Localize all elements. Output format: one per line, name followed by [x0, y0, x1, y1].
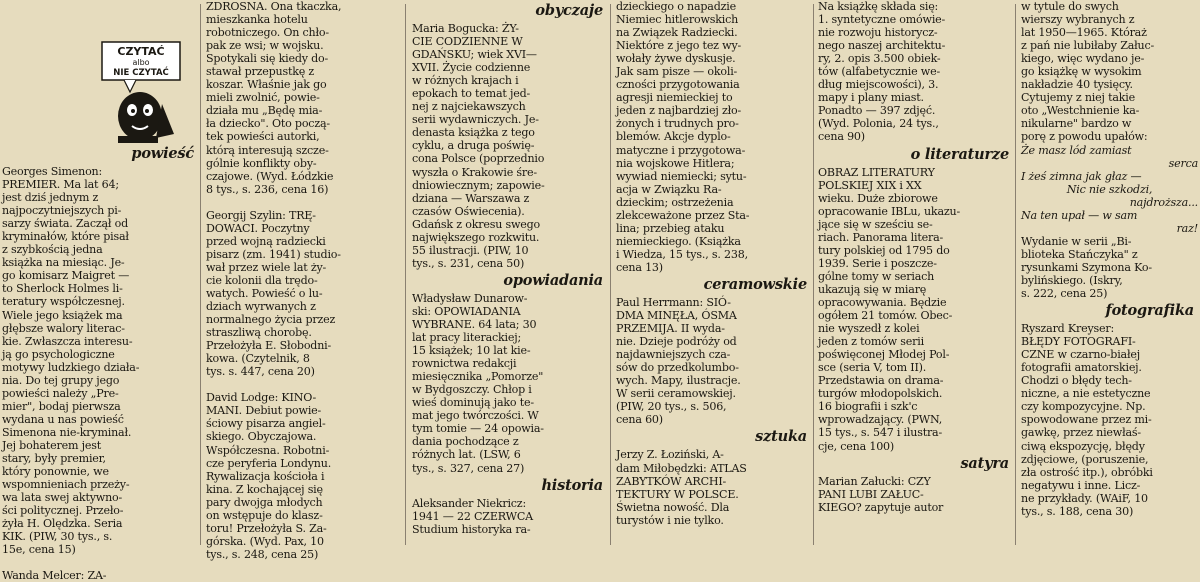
text-line: z szybkością jedna: [2, 243, 103, 257]
text-line: zlekceważone przez Sta-: [616, 208, 750, 222]
text-line: turgów młodopolskich.: [818, 387, 943, 401]
text-line: lina; przebieg ataku: [616, 221, 725, 235]
text-line: Nic nie szkodzi,: [1066, 182, 1153, 196]
text-line: miesięcznika „Pomorze": [412, 370, 544, 384]
text-line: cena 60): [616, 413, 663, 427]
text-line: wa lata swej aktywno-: [2, 491, 123, 505]
text-line: DOWACI. Poczytny: [206, 221, 310, 235]
text-line: jące się w sześciu se-: [818, 217, 933, 231]
spacer: [2, 130, 198, 143]
text-line: wieś dominują jako te-: [412, 396, 534, 410]
text-line: ści politycznej. Przeło-: [2, 504, 124, 518]
text-line: Simenona nie-kryminał.: [2, 425, 132, 439]
column-4: [616, 0, 811, 549]
text-line: czasów Oświecenia).: [412, 204, 525, 218]
spacer: [206, 378, 402, 391]
spacer: [2, 65, 198, 78]
text-line: książka na miesiąc. Je-: [2, 256, 125, 270]
text-line: najdawniejszych cza-: [616, 348, 731, 362]
text-line: niemieckiego. (Książka: [616, 234, 741, 248]
section-heading: opowiadania: [503, 271, 603, 289]
text-line: nakładzie 40 tysięcy.: [1021, 78, 1133, 92]
text-line: stary, były premier,: [2, 452, 106, 466]
text-line: Niemiec hitlerowskich: [616, 13, 739, 27]
text-line: mat jego twórczości. W: [412, 409, 539, 423]
text-line: Spotykali się kiedy do-: [206, 52, 329, 66]
text-line: cena 13): [616, 260, 663, 274]
text-line: dzieckim; ostrzeżenia: [616, 195, 734, 209]
text-line: ściowy pisarza angiel-: [206, 417, 326, 431]
text-line: nego naszej architektu-: [818, 39, 946, 53]
text-line: Studium historyka ra-: [412, 522, 531, 536]
text-line: tury polskiej od 1795 do: [818, 243, 950, 257]
text-line: s. 222, cena 25): [1021, 287, 1108, 301]
text-line: pak ze wsi; w wojsku.: [206, 39, 324, 53]
text-line: gawkę, przez niewłaś-: [1021, 426, 1141, 440]
text-line: porę z powodu upałów:: [1021, 130, 1148, 144]
text-line: który ponownie, we: [2, 465, 109, 479]
column-divider: [200, 4, 201, 545]
spacer: [2, 13, 198, 26]
text-line: toru! Przełożyła S. Za-: [206, 521, 327, 535]
text-line: go książkę w wysokim: [1021, 65, 1142, 79]
text-line: ne przykłady. (WAiF, 10: [1021, 491, 1148, 505]
text-line: Władysław Dunarow-: [412, 291, 528, 305]
text-line: KIK. (PIW, 30 tys., s.: [2, 530, 113, 544]
text-line: czy kompozycyjne. Np.: [1021, 400, 1146, 414]
text-line: cyklu, a druga poświę-: [412, 139, 535, 153]
text-line: najpoczytniejszych pi-: [2, 204, 122, 218]
text-line: MANI. Debiut powie-: [206, 404, 322, 418]
spacer: [2, 117, 198, 130]
text-line: zła ostrość itp.), obróbki: [1021, 465, 1153, 479]
section-heading: o literaturze: [910, 145, 1009, 163]
text-line: sce (seria V, tom II).: [818, 361, 927, 375]
text-line: mapy i plany miast.: [818, 91, 924, 105]
text-line: niczne, a nie estetyczne: [1021, 387, 1151, 401]
text-line: Na książkę składa się:: [818, 0, 939, 13]
column-divider: [405, 4, 406, 545]
text-line: Aleksander Niekricz:: [412, 496, 526, 510]
section-heading: historia: [541, 476, 603, 494]
spacer: [206, 196, 402, 209]
text-line: Wiele jego książek ma: [2, 308, 123, 322]
text-line: wierszy wybranych z: [1021, 13, 1135, 27]
text-line: CIE CODZIENNE W: [412, 35, 523, 49]
text-line: 55 ilustracji. (PIW, 10: [412, 243, 529, 257]
text-line: agresji niemieckiej to: [616, 91, 733, 105]
text-line: XVII. Życie codzienne: [412, 61, 531, 75]
section-heading: obyczaje: [535, 2, 603, 19]
text-line: robotniczego. On chło-: [206, 26, 329, 40]
text-line: kie. Zwłaszcza interesu-: [2, 334, 133, 348]
text-line: teratury współczesnej.: [2, 295, 125, 309]
text-line: wydana u nas powieść: [2, 412, 124, 426]
text-line: ją go psychologiczne: [2, 347, 115, 361]
column-divider: [1015, 4, 1016, 545]
text-line: ciwą ekspozycję, błędy: [1021, 439, 1145, 453]
text-line: tys., s. 327, cena 27): [412, 461, 525, 475]
text-line: bylińskiego. (Iskry,: [1021, 273, 1123, 287]
spacer: [2, 0, 198, 13]
text-line: acja w Związku Ra-: [616, 182, 722, 196]
text-line: tys. s. 447, cena 20): [206, 365, 315, 379]
text-line: nie. Dzieje podróży od: [616, 335, 737, 349]
logo-line-3: NIE CZYTAĆ: [113, 68, 169, 78]
text-line: ukazują się w miarę: [818, 282, 927, 296]
text-line: W serii ceramowskiej.: [616, 387, 736, 401]
text-line: gólne tomy w seriach: [818, 269, 935, 283]
text-line: serii wydawniczych. Je-: [412, 113, 539, 127]
text-line: PRZEMIJA. II wyda-: [616, 322, 725, 336]
section-heading: sztuka: [755, 428, 807, 446]
text-line: mieszkanka hotelu: [206, 13, 308, 27]
text-line: CZNE w czarno-białej: [1021, 348, 1140, 362]
text-line: cena 90): [818, 130, 865, 144]
text-line: nikularne" bardzo w: [1021, 117, 1132, 131]
text-line: pisarz (zm. 1941) studio-: [206, 247, 341, 261]
text-line: 16 biografii i szk'c: [818, 400, 918, 414]
spacer: [2, 78, 198, 91]
text-line: działa mu „Będę mia-: [206, 104, 323, 118]
text-line: Wanda Melcer: ZA-: [2, 569, 107, 582]
text-line: różnych lat. (LSW, 6: [412, 448, 521, 462]
section-heading: satyra: [960, 454, 1009, 472]
text-line: turystów i nie tylko.: [616, 513, 724, 527]
spacer: [2, 556, 198, 569]
text-line: KIEGO? zapytuje autor: [818, 500, 944, 514]
text-line: przed wojną radziecki: [206, 234, 326, 248]
text-line: go komisarz Maigret —: [2, 269, 130, 283]
text-line: oto „Westchnienie ka-: [1021, 104, 1140, 118]
text-line: Wydanie w serii „Bi-: [1021, 234, 1132, 248]
text-line: Cytujemy z niej takie: [1021, 91, 1135, 105]
text-line: ła dziecko". Oto począ-: [206, 117, 330, 131]
text-line: Niektóre z jego tez wy-: [616, 39, 742, 53]
text-line: nej z najciekawszych: [412, 100, 526, 114]
text-line: serca: [1168, 156, 1198, 170]
text-line: 1941 — 22 CZERWCA: [412, 509, 533, 523]
text-line: epokach to temat jed-: [412, 87, 531, 101]
text-line: 1939. Serie i poszcze-: [818, 256, 937, 270]
text-line: wych. Mapy, ilustracje.: [616, 374, 741, 388]
text-line: 8 tys., s. 236, cena 16): [206, 182, 329, 196]
text-line: lat 1950—1965. Któraż: [1021, 26, 1147, 40]
text-line: 15 książek; 10 lat kie-: [412, 344, 531, 358]
text-line: normalnego życia przez: [206, 313, 336, 327]
text-line: czności przygotowania: [616, 78, 740, 92]
text-line: powieści należy „Pre-: [2, 386, 119, 400]
text-line: GDAŃSKU; wiek XVI—: [412, 48, 537, 62]
text-line: Jak sam pisze — okoli-: [616, 65, 738, 79]
text-line: kiego, więc wydano je-: [1021, 52, 1145, 66]
text-line: cze peryferia Londynu.: [206, 456, 332, 470]
text-line: i Wiedza, 15 tys., s. 238,: [616, 247, 748, 261]
text-line: Marian Załucki: CZY: [818, 474, 931, 488]
text-line: zdjęciowe, (poruszenie,: [1021, 452, 1149, 466]
section-heading: fotografika: [1105, 302, 1194, 320]
text-line: 1. syntetyczne omówie-: [818, 13, 946, 27]
text-line: Georgij Szylin: TRĘ-: [206, 208, 316, 222]
spacer: [2, 39, 198, 52]
text-line: rysunkami Szymona Ko-: [1021, 260, 1152, 274]
spacer: [2, 91, 198, 104]
text-line: matyczne i przygotowa-: [616, 143, 746, 157]
text-line: motywy ludzkiego działa-: [2, 360, 140, 374]
text-line: TEKTURY W POLSCE.: [616, 487, 739, 501]
text-line: tys., s. 248, cena 25): [206, 547, 319, 561]
text-line: denasta książka z tego: [412, 126, 535, 140]
text-line: kryminałów, które pisał: [2, 230, 129, 244]
text-line: blioteka Stańczyka" z: [1021, 247, 1138, 261]
section-heading: ceramowskie: [703, 275, 807, 293]
text-line: Współczesna. Robotni-: [206, 443, 330, 457]
text-line: ski: OPOWIADANIA: [412, 304, 521, 318]
text-line: raz!: [1176, 221, 1198, 235]
text-line: tek powieści autorki,: [206, 130, 320, 144]
text-line: Ponadto — 397 zdjęć.: [818, 104, 936, 118]
text-line: Gdańsk z okresu swego: [412, 217, 541, 231]
section-heading: powieść: [131, 145, 194, 162]
text-line: dziana — Warszawa z: [412, 191, 530, 205]
text-line: fotografii amatorskiej.: [1021, 361, 1142, 375]
spacer: [2, 52, 198, 65]
text-line: tys., s. 188, cena 30): [1021, 504, 1134, 518]
text-line: największego rozkwitu.: [412, 230, 540, 244]
column-5: [818, 0, 1013, 549]
text-line: straszliwą chorobę.: [206, 326, 312, 340]
text-line: koszar. Właśnie jak go: [206, 78, 327, 92]
text-line: kowa. (Czytelnik, 8: [206, 352, 310, 366]
text-line: ZABYTKÓW ARCHI-: [616, 474, 727, 488]
text-line: kina. Z kochającej się: [206, 482, 323, 496]
text-line: OBRAZ LITERATURY: [818, 165, 935, 179]
text-line: tym tomie — 24 opowia-: [412, 422, 544, 436]
text-line: lat pracy literackiej;: [412, 331, 522, 345]
text-line: Przełożyła E. Słobodni-: [206, 339, 332, 353]
text-line: wprowadzający. (PWN,: [818, 413, 943, 427]
text-line: PREMIER. Ma lat 64;: [2, 178, 119, 192]
text-line: ogółem 21 tomów. Obec-: [818, 309, 953, 323]
spacer: [2, 104, 198, 117]
text-line: ry, 2. opis 3.500 obiek-: [818, 52, 941, 66]
text-line: Ryszard Kreyser:: [1021, 322, 1115, 336]
text-line: (PIW, 20 tys., s. 506,: [616, 400, 727, 414]
text-line: PANI LUBI ZAŁUC-: [818, 487, 924, 501]
text-line: Jej bohaterem jest: [2, 438, 102, 452]
column-6: [1021, 0, 1198, 549]
text-line: wspomnieniach przeży-: [2, 478, 130, 492]
column-1: [2, 0, 198, 582]
text-line: rownictwa redakcji: [412, 357, 517, 371]
text-line: ZDROSNA. Ona tkaczka,: [206, 0, 342, 13]
text-line: spowodowane przez mi-: [1021, 413, 1152, 427]
text-line: wieku. Duże zbiorowe: [818, 191, 938, 205]
text-line: POLSKIEJ XIX i XX: [818, 178, 922, 192]
text-line: gólnie konflikty oby-: [206, 156, 317, 170]
text-line: Maria Bogucka: ŻY-: [412, 22, 519, 35]
text-line: tys., s. 231, cena 50): [412, 256, 525, 270]
text-line: dniowiecznym; zapowie-: [412, 178, 545, 192]
text-line: wał przez wiele lat ży-: [206, 260, 327, 274]
column-divider: [813, 4, 814, 545]
text-line: czajowe. (Wyd. Łódzkie: [206, 169, 334, 183]
text-line: opracowywania. Będzie: [818, 295, 947, 309]
text-line: David Lodge: KINO-: [206, 391, 317, 405]
text-line: pary dwojga młodych: [206, 495, 323, 509]
text-line: w Bydgoszczy. Chłop i: [412, 383, 532, 397]
text-line: dziach wyrwanych z: [206, 300, 316, 314]
logo-line-1: CZYTAĆ: [117, 45, 165, 58]
text-line: z pań nie lubiłaby Załuc-: [1021, 39, 1155, 53]
text-line: w tytule do swych: [1021, 0, 1119, 13]
text-line: cona Polsce (poprzednio: [412, 152, 545, 166]
text-line: Georges Simenon:: [2, 165, 103, 178]
text-line: I żeś zimna jak głaz —: [1021, 169, 1142, 183]
text-line: stawał przepustkę z: [206, 65, 315, 79]
text-line: Rywalizacja kościoła i: [206, 469, 325, 483]
text-line: negatywu i inne. Licz-: [1021, 478, 1141, 492]
text-line: tów (alfabetycznie we-: [818, 65, 941, 79]
spacer: [2, 26, 198, 39]
text-line: nia. Do tej grupy jego: [2, 373, 120, 387]
text-line: żyła H. Olędzka. Seria: [2, 517, 123, 531]
text-line: DMA MINĘŁA, ÓSMA: [616, 309, 737, 323]
column-3: [412, 0, 607, 549]
text-line: mier", bodaj pierwsza: [2, 399, 121, 413]
text-line: dług miejscowości), 3.: [818, 78, 939, 92]
text-line: dania pochodzące z: [412, 435, 519, 449]
text-line: jest dziś jednym z: [2, 191, 99, 205]
text-line: opracowanie IBLu, ukazu-: [818, 204, 961, 218]
text-line: Paul Herrmann: SIÓ-: [616, 295, 731, 309]
text-line: na Związek Radziecki.: [616, 26, 738, 40]
text-line: jeden z najbardziej zło-: [616, 104, 742, 118]
text-line: jeden z tomów serii: [818, 335, 924, 349]
text-line: wywiad niemiecki; sytu-: [616, 169, 747, 183]
text-line: (Wyd. Polonia, 24 tys.,: [818, 117, 939, 131]
text-line: głębsze walory literac-: [2, 321, 125, 335]
text-line: Że masz lód zamiast: [1021, 143, 1132, 157]
text-line: Chodzi o błędy tech-: [1021, 374, 1132, 388]
text-line: dam Miłobędzki: ATLAS: [616, 461, 747, 475]
text-line: riach. Panorama litera-: [818, 230, 944, 244]
text-line: watych. Powieść o lu-: [206, 286, 323, 300]
column-divider: [610, 4, 611, 545]
text-line: cje, cena 100): [818, 439, 895, 453]
text-line: wołały żywe dyskusje.: [616, 52, 736, 66]
text-line: którą interesują szcze-: [206, 143, 329, 157]
text-line: sów do przedkolumbo-: [616, 361, 739, 375]
text-line: cie kolonii dla trędo-: [206, 273, 318, 287]
text-line: nia wojskowe Hitlera;: [616, 156, 735, 170]
text-line: poświęconej Młodej Pol-: [818, 348, 950, 362]
text-line: dzieckiego o napadzie: [616, 0, 736, 13]
text-line: nie wyszedł z kolei: [818, 322, 920, 336]
text-line: Jerzy Z. Łoziński, A-: [616, 448, 724, 462]
text-line: 15 tys., s. 547 i ilustra-: [818, 426, 943, 440]
text-line: skiego. Obyczajowa.: [206, 430, 317, 444]
text-line: w różnych krajach i: [412, 74, 519, 88]
text-line: górska. (Wyd. Pax, 10: [206, 534, 324, 548]
text-line: Na ten upał — w sam: [1021, 208, 1138, 222]
text-line: blemów. Akcje dyplo-: [616, 130, 731, 144]
text-line: żonych i trudnych pro-: [616, 117, 739, 131]
logo-line-2: albo: [132, 58, 150, 67]
text-line: sarzy świata. Zaczął od: [2, 217, 129, 231]
column-2: [206, 0, 402, 561]
text-line: wyszła o Krakowie śre-: [412, 165, 537, 179]
text-line: 15e, cena 15): [2, 543, 76, 557]
text-line: mieli zwolnić, powie-: [206, 91, 320, 105]
text-line: nie rozwoju historycz-: [818, 26, 938, 40]
text-line: Świetna nowość. Dla: [616, 500, 730, 514]
text-line: Przedstawia on drama-: [818, 374, 944, 388]
text-line: najdroższa...: [1129, 195, 1198, 209]
text-line: to Sherlock Holmes li-: [2, 282, 123, 296]
text-line: WYBRANE. 64 lata; 30: [412, 317, 537, 331]
text-line: BŁĘDY FOTOGRAFI-: [1021, 335, 1136, 349]
text-line: on wstępuje do klasz-: [206, 508, 323, 522]
